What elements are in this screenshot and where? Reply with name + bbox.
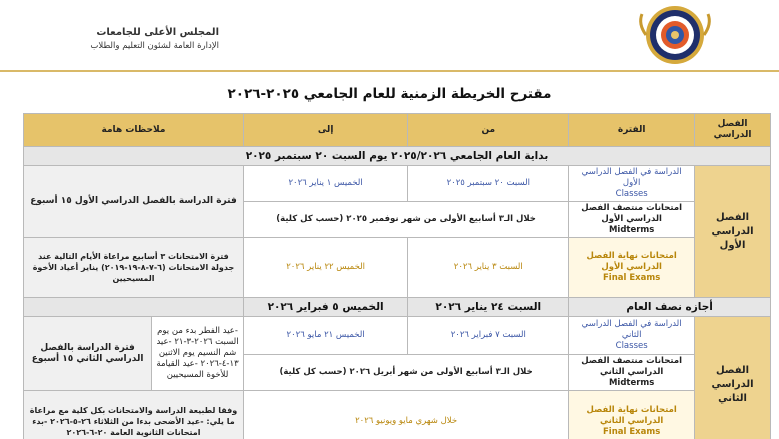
header-divider [0,70,779,72]
department-name: الإدارة العامة لشئون التعليم والطلاب [90,41,219,51]
period-arabic: امتحانات نهاية الفصل الدراسي الأول [586,251,677,272]
period-arabic: امتحانات منتصف الفصل الدراسي الأول [581,203,682,224]
year-start-band: بداية العام الجامعي ٢٠٢٥/٢٠٢٦ يوم السبت ٢٠ سبتمبر ٢٠٢٥ [24,147,771,166]
midyear-break-from: السبت ٢٤ يناير ٢٠٢٦ [408,298,569,317]
sem1-finals-note: فترة الامتحانات ٣ أسابيع مراعاة الأيام التالية عند جدولة الامتحانات (٦-٧-٨-١٩-٢٠١٩) يناير أعياد الأخوة المسيحيين [24,238,244,298]
letterhead [0,0,779,72]
sem1-classes-from: السبت ٢٠ سبتمبر ٢٠٢٥ [408,166,569,202]
sem2-classes-note: فترة الدراسة بالفصل الدراسي الثاني ١٥ أسبوع [24,317,152,391]
table-row [24,391,771,439]
period-english: Final Exams [602,427,661,437]
sem1-finals-period [569,238,695,298]
sem1-midterms-period [569,202,695,238]
sem2-finals-note: وفقا لطبيعة الدراسة والامتحانات بكل كلية مع مراعاة ما يلي: -عيد الأضحى بدءا من الثلاثاء ٢٦-٥-٢٠٢٦ -بدء امتحانات الثانوية العامة ٢٠-٦-٢٠٢٦ [24,391,244,439]
semester-two-label: الفصل الدراسي الثاني [695,317,771,439]
sem2-midterms-period [569,355,695,391]
header-to: إلى [243,114,407,147]
timeline-table [23,113,771,439]
header-notes: ملاحظات هامة [24,114,244,147]
document-title: مقترح الخريطة الزمنية للعام الجامعي ٢٠٢٥-٢٠٢٦ [227,86,552,102]
header-semester: الفصل الدراسي [695,114,771,147]
period-english: Classes [615,189,648,199]
period-english: Midterms [608,225,655,235]
sem1-finals-to: الخميس ٢٢ يناير ٢٠٢٦ [243,238,407,298]
sem2-finals-period [569,391,695,439]
table-row [24,317,771,355]
council-seal-logo [620,4,730,66]
council-name: المجلس الأعلى للجامعات [96,27,219,38]
sem1-midterms-span: خلال الـ٣ أسابيع الأولى من شهر نوفمبر ٢٠٢٥ (حسب كل كلية) [243,202,568,238]
midyear-break-to: الخميس ٥ فبراير ٢٠٢٦ [243,298,407,317]
semester-one-label: الفصل الدراسي الأول [695,166,771,298]
period-english: Midterms [608,378,655,388]
period-arabic: امتحانات منتصف الفصل الدراسي الثاني [581,356,682,377]
sem1-classes-period [569,166,695,202]
period-arabic: الدراسة في الفصل الدراسي الأول [581,167,682,188]
table-header-row [24,114,771,147]
sem2-finals-span: خلال شهري مايو ويونيو ٢٠٢٦ [243,391,568,439]
organization-name [90,26,219,52]
period-arabic: امتحانات نهاية الفصل الدراسي الثاني [586,405,677,426]
sem1-classes-note: فترة الدراسة بالفصل الدراسي الأول ١٥ أسبوع [24,166,244,238]
sem2-holidays-note: -عيد الفطر بدء من يوم السبت ٢٠٢٦-٣-٢١ -عيد شم النسيم يوم الاثنين ١٣-٤-٢٠٢٦ -عيد القيامة للأخوة المسيحيين [152,317,244,391]
sem2-classes-to: الخميس ٢١ مايو ٢٠٢٦ [243,317,407,355]
header-period: الفترة [569,114,695,147]
period-english: Classes [615,341,648,351]
year-start-row [24,147,771,166]
midyear-break-label: أجازه نصف العام [569,298,771,317]
table-row [24,238,771,298]
sem1-classes-to: الخميس ١ يناير ٢٠٢٦ [243,166,407,202]
period-arabic: الدراسة في الفصل الدراسي الثاني [581,319,682,340]
table-row [24,166,771,202]
midyear-break-note [24,298,244,317]
sem2-classes-period [569,317,695,355]
sem2-midterms-span: خلال الـ٣ أسابيع الأولى من شهر أبريل ٢٠٢٦ (حسب كل كلية) [243,355,568,391]
sem1-finals-from: السبت ٣ يناير ٢٠٢٦ [408,238,569,298]
midyear-break-row [24,298,771,317]
header-from: من [408,114,569,147]
sem2-classes-from: السبت ٧ فبراير ٢٠٢٦ [408,317,569,355]
period-english: Final Exams [602,273,661,283]
